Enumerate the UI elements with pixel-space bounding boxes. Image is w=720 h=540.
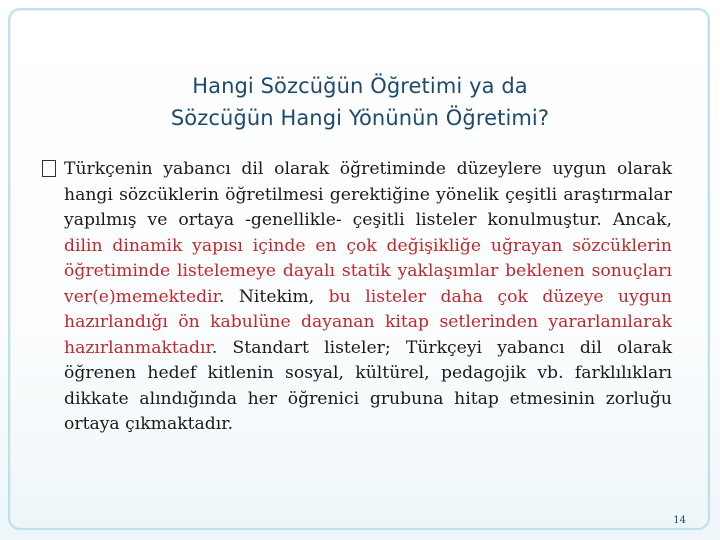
- paragraph-text-1: Türkçenin yabancı dil olarak öğretiminde düzeylere uygun olarak hangi sözcüklerin öğretilmesi gerektiğine yönelik çeşitli araştırmalar yapılmış ve ortaya -genellikle- çeşitli listeler konulmuştur. Ancak,: [64, 159, 672, 230]
- slide-title-line-2: Sözcüğün Hangi Yönünün Öğretimi?: [170, 106, 550, 130]
- paragraph-highlight-1: dilin dinamik yapısı içinde en çok değişikliğe uğrayan sözcüklerin öğretiminde listelemeye dayalı statik yaklaşımlar beklenen sonuçları ver(e)memektedir: [64, 235, 672, 307]
- missing-glyph-box-icon: [42, 160, 56, 177]
- body-paragraph: [42, 157, 672, 438]
- slide-title: [60, 70, 660, 134]
- slide-title-line-1: Hangi Sözcüğün Öğretimi ya da: [192, 74, 528, 98]
- paragraph-highlight-2: bu listeler daha çok düzeye uygun hazırlandığı ön kabulüne dayanan kitap setlerinden yararlanılarak hazırlanmaktadır: [64, 286, 672, 358]
- paragraph-text-3: . Standart listeler; Türkçeyi yabancı dil olarak öğrenen hedef kitlenin sosyal, kültürel, pedagojik vb. farklılıkları dikkate alındığında her öğrenici grubuna hitap etmesinin zorluğu ortaya çıkmaktadır.: [64, 337, 672, 434]
- page-number: 14: [673, 515, 686, 526]
- paragraph-text-2: . Nitekim,: [218, 286, 329, 307]
